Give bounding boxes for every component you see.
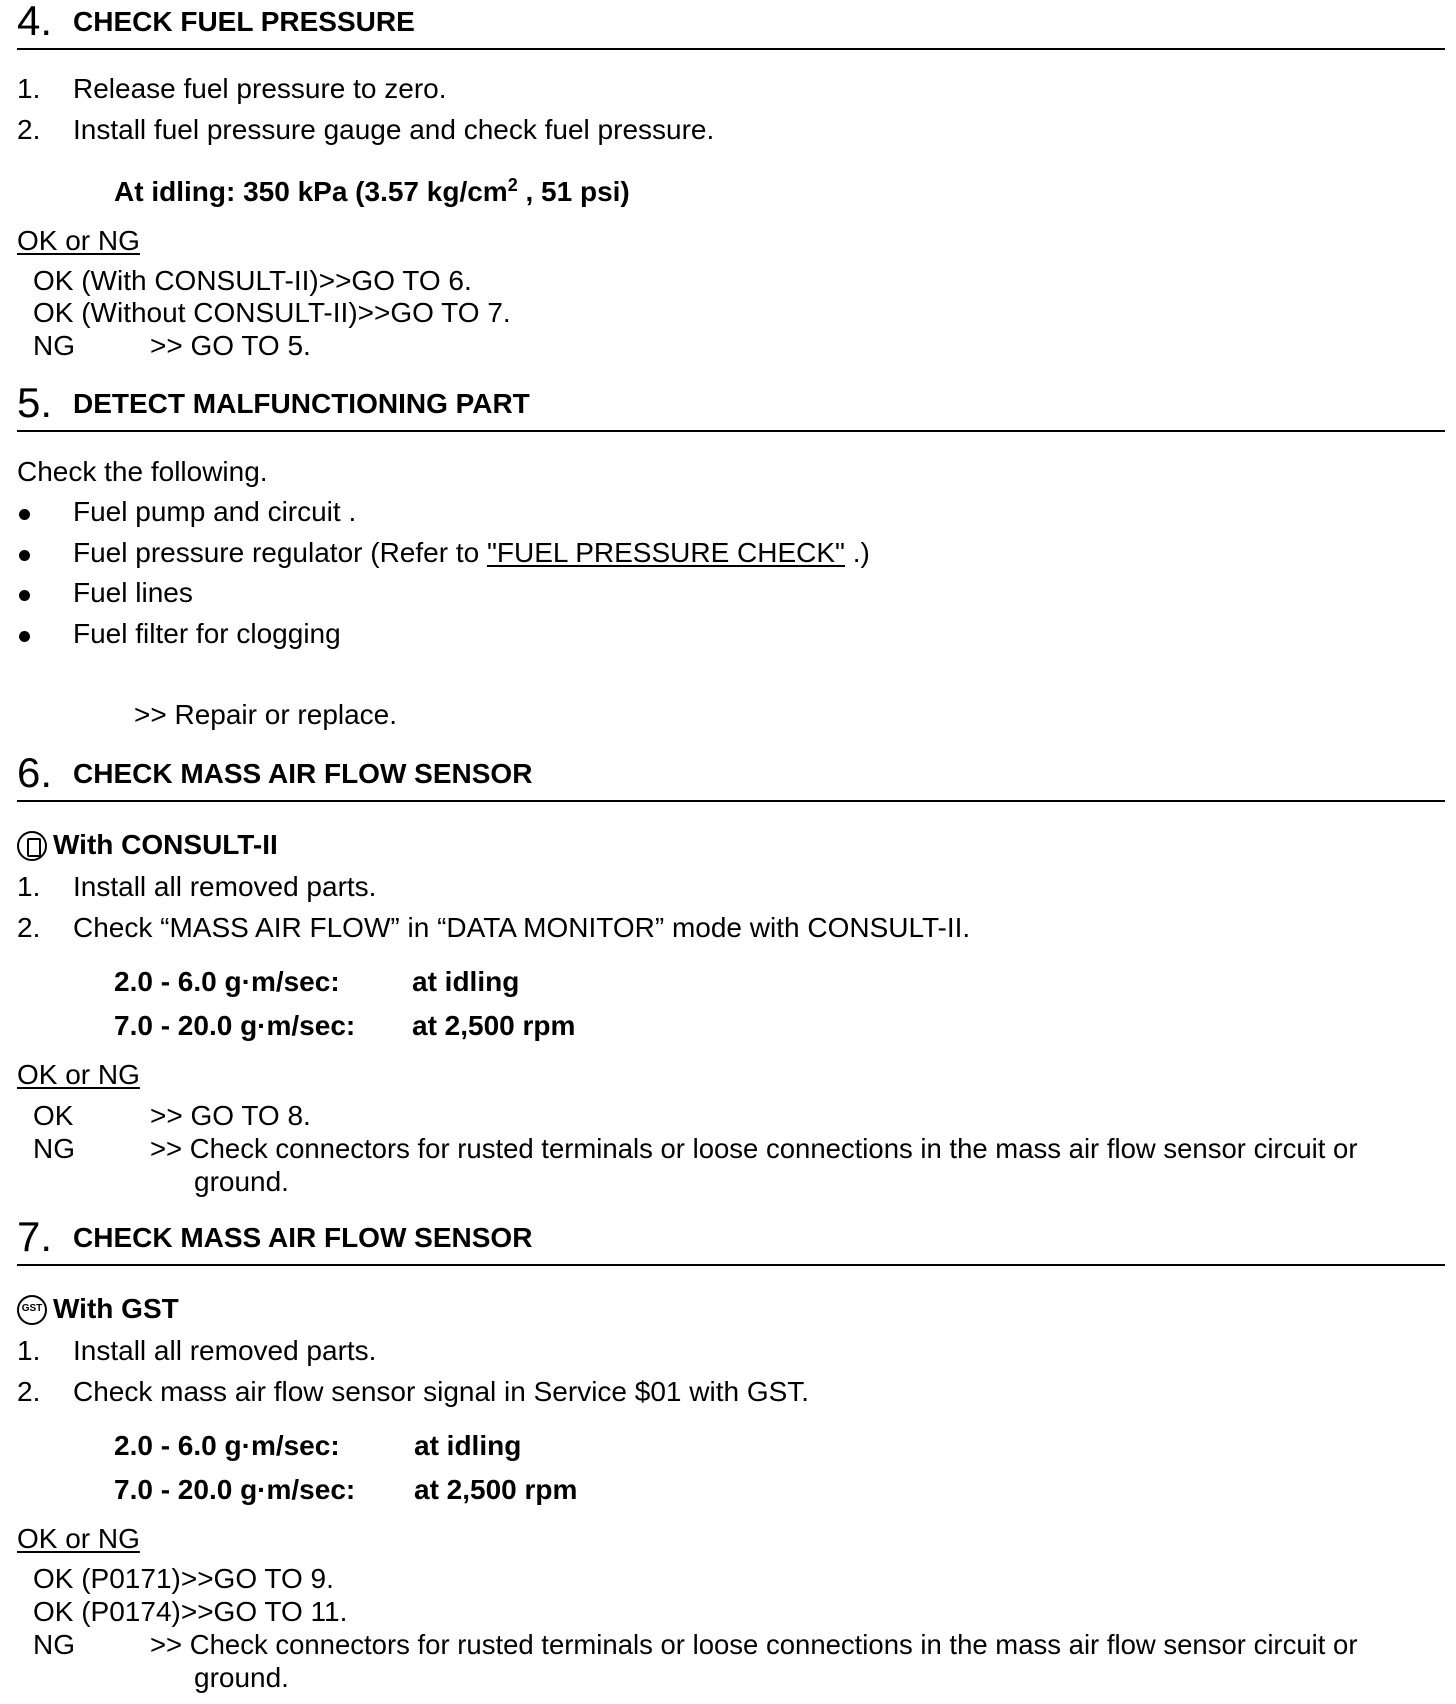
spec-superscript: 2 [507,175,518,195]
section-4-header [17,0,1445,50]
result-ng [33,1630,1445,1700]
result-ok-consult: OK (With CONSULT-II)>>GO TO 6. [33,265,472,296]
section-5-title: DETECT MALFUNCTIONING PART [73,388,530,419]
spec-condition: at 2,500 rpm [412,1010,576,1041]
section-7-header [17,1213,1445,1266]
repair-action: >> Repair or replace. [134,699,398,730]
step-text: Release fuel pressure to zero. [73,73,447,104]
step-number: 1. [17,73,41,104]
result-code: OK [33,1100,74,1131]
fuel-pressure-check-link[interactable]: "FUEL PRESSURE CHECK" [486,537,845,568]
spec-value: 7.0 - 20.0 g·m/sec: [114,1010,356,1041]
mode-label-text: With GST [53,1293,179,1325]
spec-condition: at idling [414,1430,522,1461]
section-6-header [17,749,1445,802]
spec-condition: at idling [412,966,520,997]
step-number: 2. [17,912,41,943]
result-code: NG [33,1133,75,1164]
gst-mode-label [17,1293,179,1325]
step-number: 1. [17,1335,41,1366]
list-item-text: Fuel pump and circuit . [73,496,357,527]
result-ok-p0174: OK (P0174)>>GO TO 11. [33,1596,348,1627]
result-action: >> Check connectors for rusted terminals or loose connections in the mass air flow sensor circuit or [150,1629,1358,1660]
bullet-icon [19,509,30,520]
section-4-title: CHECK FUEL PRESSURE [73,6,415,37]
step-text: Install all removed parts. [73,1335,377,1366]
result-ok-no-consult: OK (Without CONSULT-II)>>GO TO 7. [33,297,511,328]
step-number: 2. [17,1376,41,1407]
spec-value: 2.0 - 6.0 g·m/sec: [114,1430,340,1461]
section-6-title: CHECK MASS AIR FLOW SENSOR [73,758,533,789]
list-item-text: Fuel lines [73,577,193,608]
list-item-text: Fuel filter for clogging [73,618,341,649]
spec-value: 2.0 - 6.0 g·m/sec: [114,966,340,997]
mode-label-text: With CONSULT-II [53,829,278,861]
bullet-icon [19,550,30,561]
step-text: Check “MASS AIR FLOW” in “DATA MONITOR” mode with CONSULT-II. [73,912,971,943]
consult-ii-icon [17,831,47,861]
result-action: >> GO TO 8. [150,1100,311,1131]
fuel-pressure-spec [114,177,630,208]
gst-icon-label: GST [21,1302,43,1314]
section-7-number: 7. [17,1213,53,1260]
spec-value: 7.0 - 20.0 g·m/sec: [114,1474,356,1505]
result-action-continued: ground. [194,1166,289,1197]
section-7-title: CHECK MASS AIR FLOW SENSOR [73,1222,533,1253]
list-item-text: .) [845,537,870,568]
result-code: NG [33,330,75,361]
result-ok-p0171: OK (P0171)>>GO TO 9. [33,1563,334,1594]
step-text: Install fuel pressure gauge and check fuel pressure. [73,114,715,145]
ok-or-ng-heading: OK or NG [17,1059,140,1090]
section-5-number: 5. [17,379,53,426]
result-action: >> GO TO 5. [150,330,311,361]
section-5-header [17,379,1445,432]
step-number: 1. [17,871,41,902]
result-action: >> Check connectors for rusted terminals or loose connections in the mass air flow sensor circuit or [150,1133,1358,1164]
list-item-text [73,538,870,569]
list-item-text: Fuel pressure regulator (Refer to [73,537,487,568]
result-ng [33,1134,1445,1204]
section-6-number: 6. [17,749,53,796]
bullet-icon [19,631,30,642]
spec-condition: at 2,500 rpm [414,1474,578,1505]
consult-mode-label [17,829,278,861]
result-code: NG [33,1629,75,1660]
ok-or-ng-heading: OK or NG [17,1523,140,1554]
step-text: Check mass air flow sensor signal in Service $01 with GST. [73,1376,810,1407]
ok-or-ng-heading: OK or NG [17,225,140,256]
section-4-number: 4. [17,0,53,44]
spec-text: At idling: 350 kPa (3.57 kg/cm [114,176,508,207]
gst-icon [17,1295,47,1325]
spec-text: , 51 psi) [517,176,630,207]
check-intro: Check the following. [17,456,268,487]
step-text: Install all removed parts. [73,871,377,902]
result-action-continued: ground. [194,1662,289,1693]
step-number: 2. [17,114,41,145]
bullet-icon [19,590,30,601]
